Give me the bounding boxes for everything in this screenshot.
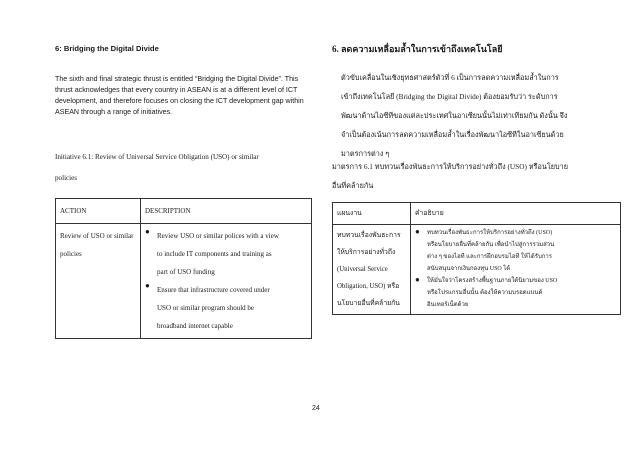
bullet-icon: ● (145, 281, 150, 290)
explanation-cell (411, 225, 621, 315)
table-header-row (56, 199, 312, 224)
english-initiative-title: Initiative 6.1: Review of Universal Service Obligation (USO) or similar (55, 153, 259, 161)
action-cell: Review of USO or similar policies (56, 224, 141, 339)
list-item: ● Ensure that infrastructure covered under USO or similar program should be broadband internet capable (145, 281, 307, 335)
list-item: ● ทบทวนเรื่องพันธะการให้บริการอย่างทั่วถึง (USO) หรือนโยบายอื่นที่คล้ายกัน เพื่อนำไปสู่การรวมส่วน ต่าง ๆ ของไอที และการฝึกอบรมไอที ให้ได้รับการ สนับสนุนจากเงินกองทุน USO ได้ (415, 227, 616, 275)
list-item: ● ให้มั่นใจว่าโครงสร้างพื้นฐานภายใต้นิยามของ USO หรือโปรแกรมอื่นนั้น ต้องให้ความบรอดแบนด์ อินเทอร์เน็ตด้วย (415, 275, 616, 311)
thai-intro-paragraph: ตัวขับเคลื่อนในเชิงยุทธศาสตร์ตัวที่ 6 เป็นการลดความเหลื่อมล้ำในการ เข้าถึงเทคโนโลยี (Bridging the Digital Divide) ต้องยอมรับว่า ระดับการ พัฒนาด้านไอซีทีของแต่ละประเทศในอาเซียนนั้นไม่เท่าเทียมกัน ดังนั้น จึง จำเป็นต้องเน้นการลดความเหลื่อมล้ำในเรื่องพัฒนาไอซีทีในอาเซียนด้วย มาตรการต่าง ๆ (341, 73, 568, 158)
table-row (333, 225, 621, 315)
header-description: DESCRIPTION (141, 199, 312, 224)
header-action: ACTION (56, 199, 141, 224)
header-plan: แผนงาน (333, 203, 411, 225)
english-section-heading: 6: Bridging the Digital Divide (55, 44, 159, 53)
list-item: ● Review USO or similar polices with a view to include IT components and training as part of USO funding (145, 227, 307, 281)
thai-action-table (332, 202, 621, 315)
english-intro-paragraph: The sixth and final strategic thrust is entitled “Bridging the Digital Divide”. This thrust acknowledges that every country in ASEAN is at a different level of ICT development, and therefore focuses on closing the ICT development gap within ASEAN through a range of initiatives. (55, 75, 304, 116)
description-cell (141, 224, 312, 339)
bullet-icon: ● (415, 227, 420, 236)
table-row (56, 224, 312, 339)
thai-section-heading: 6. ลดความเหลื่อมล้ำในการเข้าถึงเทคโนโลยี (332, 44, 503, 54)
page-number: 24 (312, 405, 320, 412)
header-explanation: คำอธิบาย (411, 203, 621, 225)
table-header-row (333, 203, 621, 225)
plan-cell: ทบทวนเรื่องพันธะการ ให้บริการอย่างทั่วถึง (Universal Service Obligation, USO) หรือ นโยบายอื่นที่คล้ายกัน (333, 225, 411, 315)
english-action-table (55, 198, 312, 339)
bullet-icon: ● (415, 275, 420, 284)
thai-measure-title: มาตรการ 6.1 ทบทวนเรื่องพันธะการให้บริการอย่างทั่วถึง (USO) หรือนโยบาย อื่นที่คล้ายกัน (332, 162, 569, 190)
english-initiative-title-cont: policies (55, 174, 78, 182)
bullet-icon: ● (145, 227, 150, 236)
